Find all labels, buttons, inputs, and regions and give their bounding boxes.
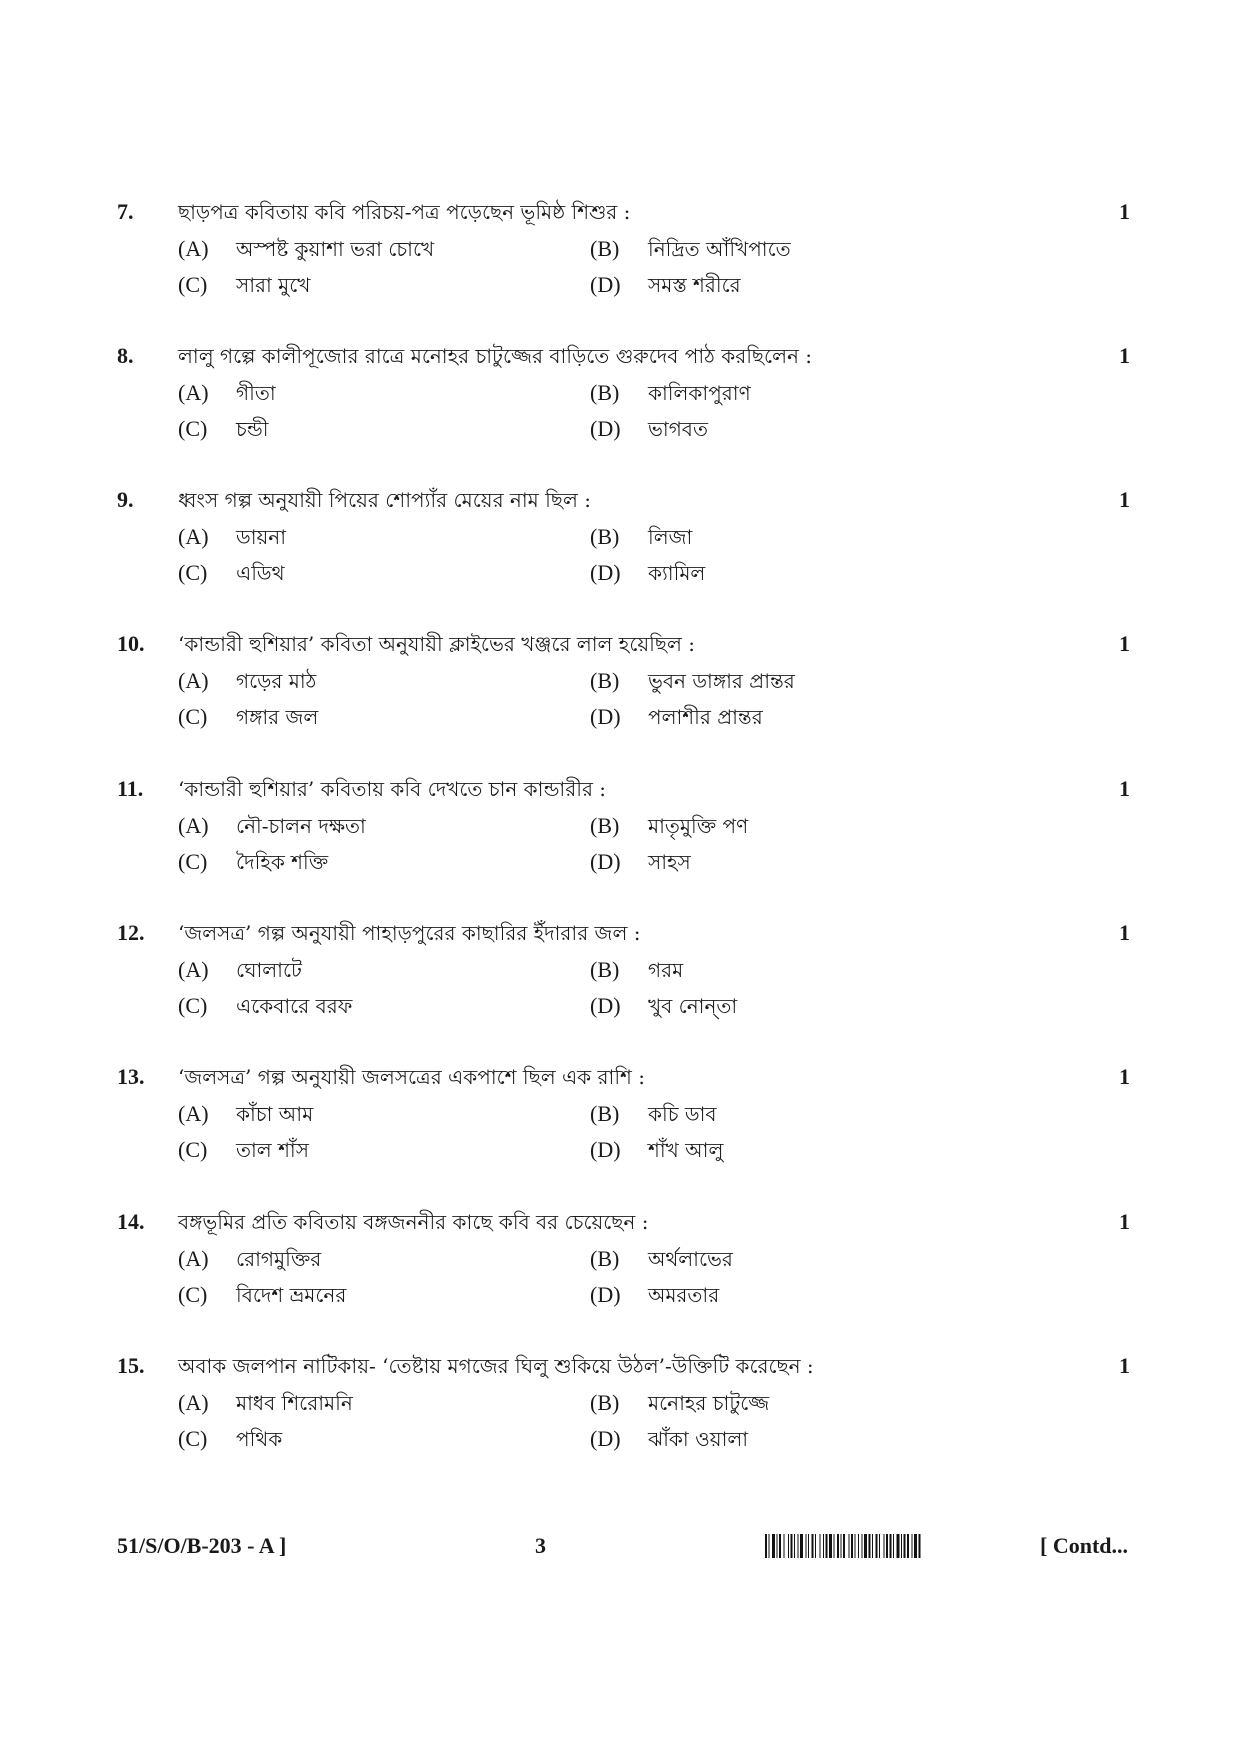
option-label: (B) [590, 1390, 620, 1415]
option-d [590, 1280, 719, 1310]
option-label: (C) [178, 1137, 208, 1162]
option-label: (C) [178, 560, 208, 585]
option-text: কালিকাপুরাণ [648, 381, 751, 405]
option-label: (A) [178, 1101, 209, 1126]
option-text: সারা মুখে [236, 273, 311, 297]
option-b [590, 234, 791, 264]
question-text: ধ্বংস গল্প অনুযায়ী পিয়ের শোপ্যাঁর মেয়ের নাম ছিল : [178, 488, 591, 512]
option-text: পথিক [236, 1427, 283, 1451]
option-label: (A) [178, 1390, 209, 1415]
option-d [590, 1424, 748, 1454]
page-footer [0, 1530, 1240, 1570]
question-number: 14. [117, 1209, 145, 1234]
option-text: ক্যামিল [648, 561, 706, 585]
option-b [590, 1244, 733, 1274]
question-marks: 1 [1119, 343, 1130, 368]
option-label: (C) [178, 272, 208, 297]
option-text: গীতা [236, 381, 276, 405]
question-marks: 1 [1119, 776, 1130, 801]
option-text: চন্ডী [236, 417, 269, 441]
option-label: (D) [590, 1426, 621, 1451]
option-b [590, 522, 692, 552]
question-text: ‘জলসত্র’ গল্প অনুযায়ী পাহাড়পুরের কাছারির ইঁদারার জল : [178, 921, 641, 945]
question-15 [0, 1352, 1240, 1502]
option-d [590, 558, 705, 588]
question-10 [0, 630, 1240, 780]
option-text: গঙ্গার জল [236, 705, 319, 729]
option-label: (A) [178, 380, 209, 405]
option-text: কচি ডাব [648, 1102, 717, 1126]
option-a [178, 666, 316, 696]
option-text: তাল শাঁস [236, 1138, 309, 1162]
option-b [590, 378, 751, 408]
option-text: লিজা [648, 525, 693, 549]
question-number: 15. [117, 1353, 145, 1378]
option-c [178, 270, 310, 300]
option-text: নিদ্রিত আঁখিপাতে [648, 237, 791, 261]
option-c [178, 991, 352, 1021]
option-d [590, 414, 708, 444]
continued-label: [ Contd... [1040, 1533, 1129, 1558]
option-a [178, 234, 434, 264]
option-c [178, 558, 285, 588]
option-label: (A) [178, 957, 209, 982]
question-13 [0, 1063, 1240, 1213]
option-text: মনোহর চাটুজ্জে [648, 1391, 770, 1415]
option-label: (D) [590, 1137, 621, 1162]
question-8 [0, 342, 1240, 492]
option-label: (A) [178, 524, 209, 549]
option-text: খুব নোন্‌তা [648, 994, 738, 1018]
option-text: গড়ের মাঠ [236, 669, 317, 693]
option-text: গরম [648, 958, 684, 982]
option-label: (B) [590, 524, 620, 549]
option-label: (D) [590, 272, 621, 297]
question-text: ছাড়পত্র কবিতায় কবি পরিচয়-পত্র পড়েছেন ভূমিষ্ঠ শিশুর : [178, 200, 631, 224]
question-number: 7. [117, 199, 134, 224]
option-c [178, 1135, 309, 1165]
question-number: 11. [117, 776, 144, 801]
option-c [178, 1424, 282, 1454]
option-label: (C) [178, 704, 208, 729]
question-text: লালু গল্পে কালীপূজোর রাত্রে মনোহর চাটুজ্জের বাড়িতে গুরুদেব পাঠ করছিলেন : [178, 344, 813, 368]
option-b [590, 1099, 717, 1129]
question-number: 9. [117, 487, 134, 512]
option-label: (D) [590, 704, 621, 729]
option-text: পলাশীর প্রান্তর [648, 705, 763, 729]
option-c [178, 702, 318, 732]
option-c [178, 414, 268, 444]
option-label: (C) [178, 1282, 208, 1307]
option-d [590, 1135, 723, 1165]
option-a [178, 1388, 353, 1418]
page-number: 3 [535, 1533, 546, 1558]
question-marks: 1 [1119, 1064, 1130, 1089]
question-text: ‘জলসত্র’ গল্প অনুযায়ী জলসত্রের একপাশে ছিল এক রাশি : [178, 1065, 645, 1089]
option-label: (C) [178, 849, 208, 874]
barcode-icon [765, 1534, 1035, 1558]
option-d [590, 847, 691, 877]
option-label: (A) [178, 1246, 209, 1271]
question-12 [0, 919, 1240, 1069]
option-text: শাঁখ আলু [648, 1138, 724, 1162]
question-text: ‘কান্ডারী হুশিয়ার’ কবিতায় কবি দেখতে চান কান্ডারীর : [178, 777, 607, 801]
option-label: (B) [590, 668, 620, 693]
question-marks: 1 [1119, 487, 1130, 512]
option-text: মাধব শিরোমনি [236, 1391, 353, 1415]
option-a [178, 955, 302, 985]
option-label: (A) [178, 668, 209, 693]
question-14 [0, 1208, 1240, 1358]
option-a [178, 522, 286, 552]
option-label: (C) [178, 1426, 208, 1451]
option-b [590, 666, 795, 696]
question-marks: 1 [1119, 199, 1130, 224]
option-text: একেবারে বরফ [236, 994, 353, 1018]
option-b [590, 1388, 769, 1418]
option-label: (D) [590, 416, 621, 441]
question-text: অবাক জলপান নাটিকায়- ‘তেষ্টায় মগজের ঘিলু শুকিয়ে উঠল’-উক্তিটি করেছেন : [178, 1354, 814, 1378]
question-number: 12. [117, 920, 145, 945]
option-text: ডায়না [236, 525, 287, 549]
option-text: নৌ-চালন দক্ষতা [236, 814, 366, 838]
question-marks: 1 [1119, 631, 1130, 656]
question-7 [0, 198, 1240, 348]
option-text: সাহস [648, 850, 691, 874]
option-b [590, 811, 748, 841]
option-d [590, 270, 741, 300]
option-label: (C) [178, 416, 208, 441]
option-text: রোগমুক্তির [236, 1247, 322, 1271]
option-text: ঝাঁকা ওয়ালা [648, 1427, 749, 1451]
option-label: (B) [590, 1101, 620, 1126]
option-c [178, 1280, 346, 1310]
question-text: ‘কান্ডারী হুশিয়ার’ কবিতা অনুযায়ী ক্লাইভের খঞ্জরে লাল হয়েছিল : [178, 632, 695, 656]
option-text: মাতৃমুক্তি পণ [648, 814, 749, 838]
option-label: (D) [590, 560, 621, 585]
question-marks: 1 [1119, 1209, 1130, 1234]
option-label: (D) [590, 1282, 621, 1307]
question-11 [0, 775, 1240, 925]
option-text: বিদেশ ভ্রমনের [236, 1283, 347, 1307]
option-a [178, 1099, 313, 1129]
option-label: (A) [178, 813, 209, 838]
option-text: সমস্ত শরীরে [648, 273, 741, 297]
question-number: 8. [117, 343, 134, 368]
option-label: (B) [590, 813, 620, 838]
option-b [590, 955, 683, 985]
option-label: (D) [590, 849, 621, 874]
question-9 [0, 486, 1240, 636]
option-text: দৈহিক শক্তি [236, 850, 329, 874]
option-label: (B) [590, 236, 620, 261]
option-label: (B) [590, 1246, 620, 1271]
option-d [590, 991, 737, 1021]
question-marks: 1 [1119, 1353, 1130, 1378]
question-number: 13. [117, 1064, 145, 1089]
option-d [590, 702, 763, 732]
option-a [178, 378, 276, 408]
option-text: ভুবন ডাঙ্গার প্রান্তর [648, 669, 795, 693]
option-label: (B) [590, 957, 620, 982]
option-c [178, 847, 328, 877]
option-text: ভাগবত [648, 417, 708, 441]
option-label: (A) [178, 236, 209, 261]
option-a [178, 811, 366, 841]
option-text: এডিথ [236, 561, 285, 585]
option-text: অর্থলাভের [648, 1247, 733, 1271]
option-label: (D) [590, 993, 621, 1018]
option-label: (C) [178, 993, 208, 1018]
option-text: অস্পষ্ট কুয়াশা ভরা চোখে [236, 237, 435, 261]
option-a [178, 1244, 321, 1274]
option-text: কাঁচা আম [236, 1102, 314, 1126]
option-label: (B) [590, 380, 620, 405]
question-number: 10. [117, 631, 145, 656]
option-text: অমরতার [648, 1283, 720, 1307]
paper-code: 51/S/O/B-203 - A ] [117, 1533, 287, 1558]
question-marks: 1 [1119, 920, 1130, 945]
option-text: ঘোলাটে [236, 958, 302, 982]
question-text: বঙ্গভূমির প্রতি কবিতায় বঙ্গজননীর কাছে কবি বর চেয়েছেন : [178, 1210, 649, 1234]
